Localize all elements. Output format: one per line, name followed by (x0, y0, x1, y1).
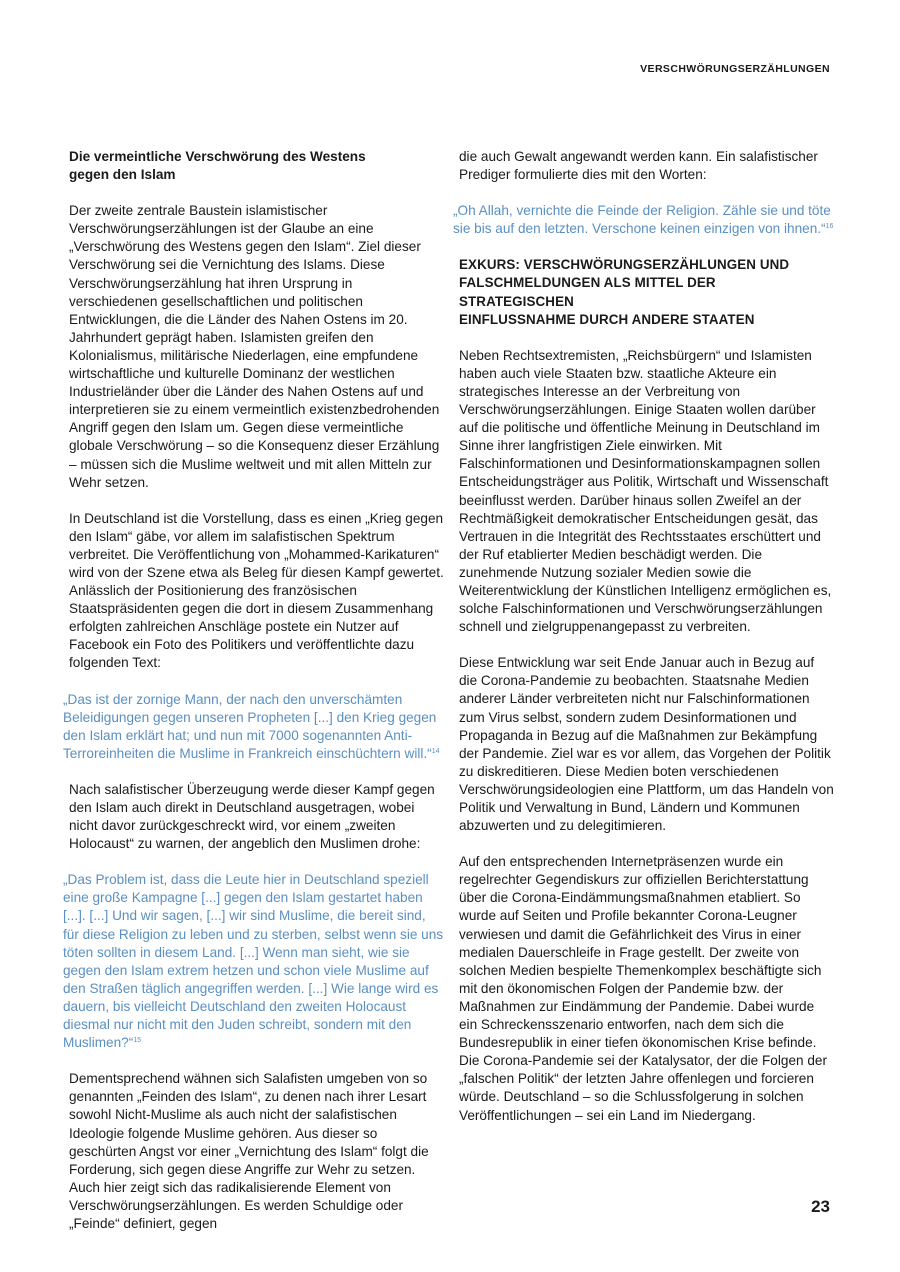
exkurs-heading (459, 256, 834, 328)
exkurs-heading-line3: EINFLUSSNAHME DURCH ANDERE STAATEN (459, 311, 755, 327)
footnote-ref: 16 (825, 223, 834, 231)
quote-text: „Das ist der zornige Mann, der nach den unverschämten Beleidigungen gegen unseren Propheten [...] den Krieg gegen den Islam erklärt hat; und nun mit 7000 sogenannten Anti-Terroreinheiten die Muslime in Frankreich einschüchtern will.“ (63, 691, 437, 761)
paragraph: die auch Gewalt angewandt werden kann. Ein salafistischer Prediger formulierte dies mit den Worten: (459, 149, 818, 183)
exkurs-heading-line2: FALSCHMELDUNGEN ALS MITTEL DER STRATEGISCHEN (459, 275, 716, 309)
paragraph: Der zweite zentrale Baustein islamistischer Verschwörungserzählungen ist der Glaube an eine „Verschwörung des Westens gegen den Islam“. Ziel dieser Verschwörung sei die Vernichtung des Islams. Diese Verschwörungserzählung hat ihren Ursprung in verschiedenen gesellschaftlichen und politischen Entwicklungen, die die Länder des Nahen Ostens im 20. Jahrhundert geprägt haben. Islamisten greifen den Kolonialismus, militärische Niederlagen, eine empfundene wirtschaftliche und kulturelle Dominanz der westlichen Industrieländer über die Länder des Nahen Ostens auf und interpretieren sie zu einem vermeintlich existenzbedrohenden Angriff gegen den Islam um. Gegen diese vermeintliche globale Verschwörung – so die Konsequenz dieser Erzählung – müssen sich die Muslime weltweit und mit allen Mitteln zur Wehr setzen. (69, 203, 440, 490)
footnote-ref: 14 (431, 747, 440, 755)
section-heading (69, 148, 444, 184)
section-heading-line2: gegen den Islam (69, 167, 176, 183)
right-column (453, 148, 834, 1143)
paragraph: Neben Rechtsextremisten, „Reichsbürgern“ und Islamisten haben auch viele Staaten bzw. staatliche Akteure ein strategisches Interesse an der Verbreitung von Verschwörungserzählungen. Einige Staaten wollen darüber auf die politische und öffentliche Meinung in Deutschland im Sinne ihrer langfristigen Ziele einwirken. Mit Falschinformationen und Desinformationskampagnen sollen Entscheidungsträger aus Politik, Wirtschaft und Wissenschaft beeinflusst werden. Darüber hinaus sollen Zweifel an der Rechtmäßigkeit demokratischer Entscheidungen gesät, das Vertrauen in die Integrität des Rechtsstaates erschüttert und der Ruf etablierter Medien beschädigt werden. Die zunehmende Nutzung sozialer Medien sowie die Weiterentwicklung der Künstlichen Intelligenz ermöglichen es, solche Falschinformationen und Verschwörungserzählungen schnell und zielgruppenangepasst zu verbreiten. (459, 347, 832, 635)
footnote-ref: 15 (133, 1037, 142, 1045)
paragraph: In Deutschland ist die Vorstellung, dass es einen „Krieg gegen den Islam“ gäbe, vor allem im salafistischen Spektrum verbreitet. Die Veröffentlichung von „Mohammed-Karikaturen“ wird von der Szene etwa als Beleg für diesen Kampf gewertet. Anlässlich der Positionierung des französischen Staatspräsidenten gegen die dort in diesem Zusammenhang erfolgten zahlreichen Anschläge postete ein Nutzer auf Facebook ein Foto des Politikers und veröffentlichte dazu folgenden Text: (69, 510, 444, 671)
paragraph: Nach salafistischer Überzeugung werde dieser Kampf gegen den Islam auch direkt in Deutschland ausgetragen, wobei nicht davor zurückgeschreckt wird, vor einem „zweiten Holocaust“ zu warnen, der angeblich den Muslimen drohe: (69, 781, 435, 852)
exkurs-heading-line1: EXKURS: VERSCHWÖRUNGSERZÄHLUNGEN UND (459, 257, 790, 273)
paragraph: Auf den entsprechenden Internetpräsenzen wurde ein regelrechter Gegendiskurs zur offiziellen Berichterstattung über die Corona-Eindämmungsmaßnahmen etabliert. So wurde auf Seiten und Profile bekannter Corona-Leugner verwiesen und damit die Gefährlichkeit des Virus in einer medialen Dauerschleife in Frage gestellt. Der zweite von solchen Medien bespielte Themenkomplex beschäftigte sich mit den ökonomischen Folgen der Pandemie bzw. der Maßnahmen zur Eindämmung der Pandemie. Dabei wurde ein Schreckensszenario entworfen, nach dem sich die Bundesrepublik in einer tiefen ökonomischen Krise befinde. Die Corona-Pandemie sei der Katalysator, der die Folgen der „falschen Politik“ der letzten Jahre offenlegen und forcieren würde. Deutschland – so die Schlussfolgerung in solchen Veröffentlichungen – sei ein Land im Niedergang. (459, 854, 827, 1123)
quote-block (63, 871, 444, 1052)
quote-text: „Oh Allah, vernichte die Feinde der Religion. Zähle sie und töte sie bis auf den letzten. Verschone keinen einzigen von ihnen.“ (453, 203, 831, 237)
quote-block (453, 202, 834, 238)
quote-text: „Das Problem ist, dass die Leute hier in Deutschland speziell eine große Kampagne [...] gegen den Islam gestartet haben [...]. [...] Und wir sagen, [...] wir sind Muslime, die bereit sind, für diese Religion zu leben und zu sterben, selbst wenn sie uns töten sollten in diesem Land. [...] Wenn man sieht, wie sie gegen den Islam extrem hetzen und schon viele Muslime auf den Straßen täglich angegriffen werden. [...] Wie lange wird es dauern, bis vielleicht Deutschland den zweiten Holocaust diesmal nur nicht mit den Juden schreibt, sondern mit den Muslimen?“ (63, 872, 444, 1051)
paragraph: Diese Entwicklung war seit Ende Januar auch in Bezug auf die Corona-Pandemie zu beobachten. Staatsnahe Medien anderer Länder verbreiteten nicht nur Falschinformationen zum Virus selbst, sondern zudem Desinformationen und Propaganda in Bezug auf die Maßnahmen zur Bekämpfung der Pandemie. Ziel war es vor allem, das Vorgehen der Politik zu diskreditieren. Diese Medien boten verschiedenen Verschwörungsideologien eine Plattform, um das Handeln von Politik und Verwaltung in Bund, Ländern und Kommunen abzuwerten und zu delegitimieren. (459, 655, 834, 834)
left-column (63, 148, 444, 1251)
paragraph: Dementsprechend wähnen sich Salafisten umgeben von so genannten „Feinden des Islam“, zu denen nach ihrer Lesart sowohl Nicht-Muslime als auch nicht der salafistischen Ideologie folgende Muslime gehören. Aus dieser so geschürten Angst vor einer „Vernichtung des Islam“ folgt die Forderung, sich gegen diese Angriffe zur Wehr zu setzen. Auch hier zeigt sich das radikalisierende Element von Verschwörungserzählungen. Es werden Schuldige oder „Feinde“ definiert, gegen (69, 1071, 429, 1231)
section-heading-line1: Die vermeintliche Verschwörung des Westens (69, 149, 366, 164)
page-number: 23 (811, 1197, 830, 1216)
quote-block (63, 691, 444, 763)
running-head: VERSCHWÖRUNGSERZÄHLUNGEN (640, 63, 830, 75)
